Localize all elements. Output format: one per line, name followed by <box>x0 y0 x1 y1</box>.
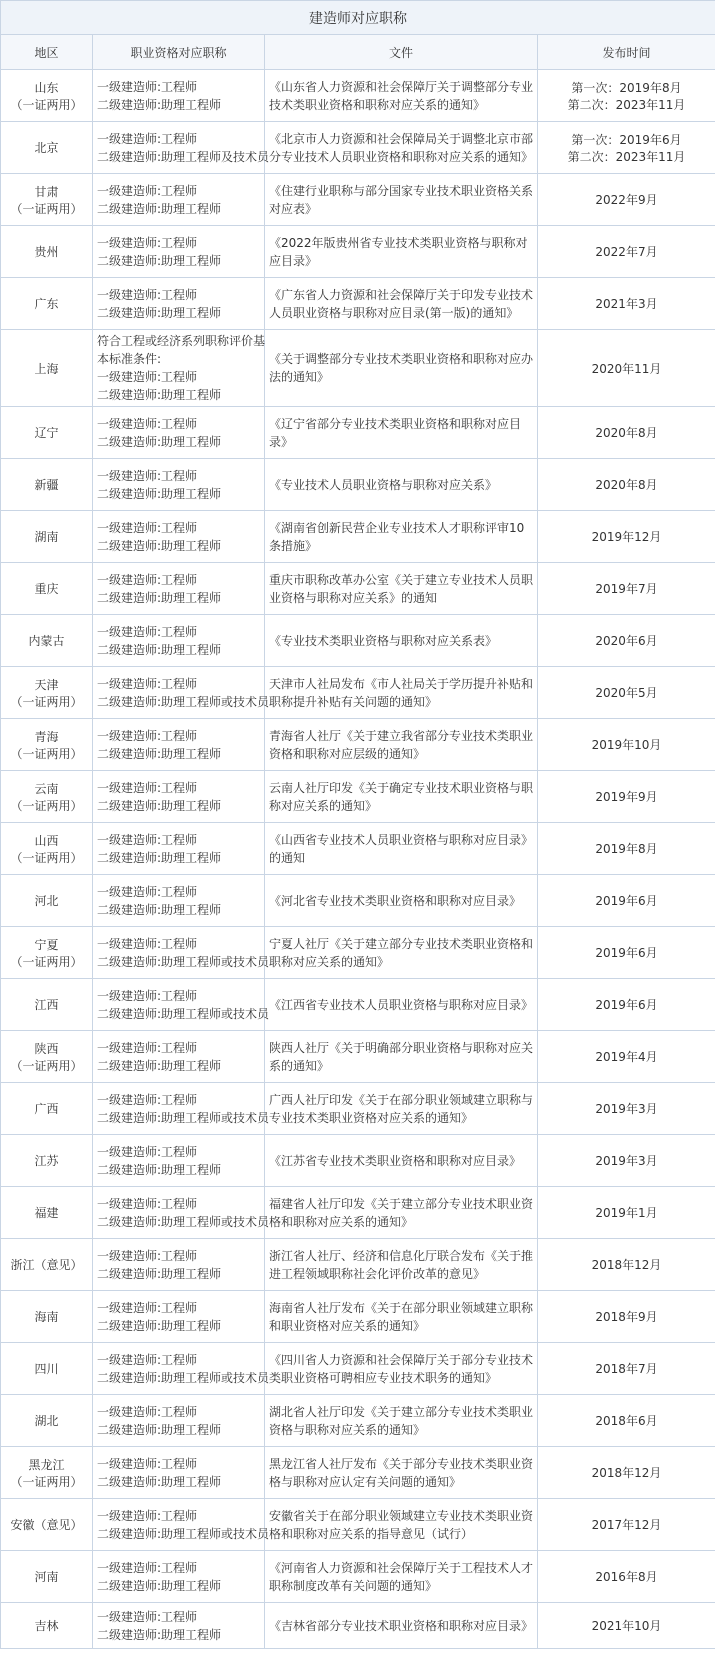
region-name: 新疆 <box>34 478 59 492</box>
cert-line: 一级建造师:工程师 <box>97 832 198 847</box>
table-row <box>1 615 715 667</box>
cert-line: 一级建造师:工程师 <box>97 1560 198 1575</box>
date-cell <box>538 174 715 226</box>
region-name: 山西 <box>34 833 59 848</box>
region-name: 内蒙古 <box>28 634 65 648</box>
date-cell <box>538 1291 715 1343</box>
cert-line: 一级建造师:工程师 <box>97 1456 198 1471</box>
cert-cell <box>93 771 265 823</box>
date-text: 2019年1月 <box>595 1206 658 1220</box>
document-cell: 《辽宁省部分专业技术类职业资格和职称对应目录》 <box>265 407 538 459</box>
table-row <box>1 407 715 459</box>
cert-line: 二级建造师:助理工程师 <box>97 1474 222 1489</box>
cert-line: 二级建造师:助理工程师 <box>97 746 222 761</box>
cert-line: 一级建造师:工程师 <box>97 780 198 795</box>
cert-line: 二级建造师:助理工程师或技术员 <box>97 1006 270 1021</box>
cert-line: 二级建造师:助理工程师 <box>97 1627 222 1642</box>
cert-cell <box>93 1603 265 1649</box>
cert-cell <box>93 122 270 174</box>
region-cell <box>1 1343 93 1395</box>
cert-line: 一级建造师:工程师 <box>97 1508 198 1523</box>
table-row <box>1 1135 715 1187</box>
date-cell <box>538 407 715 459</box>
cert-line: 一级建造师:工程师 <box>97 1092 198 1107</box>
cert-line: 二级建造师:助理工程师 <box>97 798 222 813</box>
region-cell <box>1 226 93 278</box>
region-name: 青海 <box>34 729 59 744</box>
table-row <box>1 1187 715 1239</box>
date-text: 2016年8月 <box>595 1570 658 1584</box>
document-cell: 《2022年版贵州省专业技术类职业资格与职称对应目录》 <box>265 226 538 278</box>
cert-line: 一级建造师:工程师 <box>97 884 198 899</box>
table-row <box>1 174 715 226</box>
cert-cell <box>93 330 265 407</box>
cert-cell <box>93 1447 265 1499</box>
date-text: 2018年7月 <box>595 1362 658 1376</box>
cert-line: 一级建造师:工程师 <box>97 1196 198 1211</box>
document-cell: 海南省人社厅发布《关于在部分职业领域建立职称和职业资格对应关系的通知》 <box>265 1291 538 1343</box>
cert-cell <box>93 1343 270 1395</box>
cert-cell <box>93 1551 265 1603</box>
cert-line: 二级建造师:助理工程师 <box>97 305 222 320</box>
document-cell: 《住建行业职称与部分国家专业技术职业资格关系对应表》 <box>265 174 538 226</box>
cert-line: 一级建造师:工程师 <box>97 416 198 431</box>
date-text: 2019年6月 <box>595 946 658 960</box>
cert-cell <box>93 719 265 771</box>
cert-line: 一级建造师:工程师 <box>97 728 198 743</box>
cert-line: 本标准条件: <box>97 352 162 366</box>
region-name: 天津 <box>34 677 59 692</box>
region-name: 山东 <box>34 80 59 95</box>
table-row <box>1 563 715 615</box>
date-text: 2021年10月 <box>591 1619 662 1633</box>
table-title: 建造师对应职称 <box>1 1 715 35</box>
region-cell <box>1 771 93 823</box>
date-cell <box>538 1187 715 1239</box>
region-name: 安徽（意见） <box>10 1518 83 1532</box>
cert-line: 二级建造师:助理工程师 <box>97 253 222 268</box>
cert-line: 一级建造师:工程师 <box>97 1144 198 1159</box>
date-cell <box>538 1603 715 1649</box>
date-text: 2019年10月 <box>591 738 662 752</box>
document-cell: 《河北省专业技术类职业资格和职称对应目录》 <box>265 875 538 927</box>
table-row <box>1 1499 715 1551</box>
cert-line: 符合工程或经济系列职称评价基 <box>97 334 266 348</box>
region-name: 陕西 <box>34 1041 59 1056</box>
cert-line: 二级建造师:助理工程师 <box>97 97 222 112</box>
table-row <box>1 823 715 875</box>
date-cell <box>538 1343 715 1395</box>
document-cell: 《吉林省部分专业技术职业资格和职称对应目录》 <box>265 1603 538 1649</box>
cert-line: 二级建造师:助理工程师 <box>97 1266 222 1281</box>
date-text: 2019年7月 <box>595 582 658 596</box>
region-cell <box>1 719 93 771</box>
region-name: 宁夏 <box>34 937 59 952</box>
document-cell: 《湖南省创新民营企业专业技术人才职称评审10条措施》 <box>265 511 538 563</box>
date-text: 2018年12月 <box>591 1466 662 1480</box>
cert-cell <box>93 1135 265 1187</box>
cert-cell <box>93 511 265 563</box>
region-name: 吉林 <box>34 1619 59 1633</box>
cert-cell <box>93 1291 265 1343</box>
date-cell <box>538 1083 715 1135</box>
document-cell: 重庆市职称改革办公室《关于建立专业技术人员职业资格与职称对应关系》的通知 <box>265 563 538 615</box>
document-cell: 陕西人社厅《关于明确部分职业资格与职称对应关系的通知》 <box>265 1031 538 1083</box>
region-name: 海南 <box>34 1310 59 1324</box>
cert-line: 一级建造师:工程师 <box>97 936 198 951</box>
region-cell <box>1 927 93 979</box>
document-cell: 《专业技术人员职业资格与职称对应关系》 <box>265 459 538 511</box>
document-cell: 《专业技术类职业资格与职称对应关系表》 <box>265 615 538 667</box>
table-row <box>1 667 715 719</box>
table-row <box>1 459 715 511</box>
cert-line: 二级建造师:助理工程师 <box>97 850 222 865</box>
document-cell: 《河南省人力资源和社会保障厅关于工程技术人才职称制度改革有关问题的通知》 <box>265 1551 538 1603</box>
cert-cell <box>93 563 265 615</box>
table-row <box>1 511 715 563</box>
date-cell <box>538 563 715 615</box>
region-cell <box>1 563 93 615</box>
cert-line: 一级建造师:工程师 <box>97 287 198 302</box>
cert-line: 一级建造师:工程师 <box>97 520 198 535</box>
region-cell <box>1 70 93 122</box>
cert-line: 一级建造师:工程师 <box>97 676 198 691</box>
header-row <box>1 35 715 70</box>
date-text: 2021年3月 <box>595 297 658 311</box>
cert-line: 一级建造师:工程师 <box>97 988 198 1003</box>
date-cell <box>538 1551 715 1603</box>
document-cell: 天津市人社局发布《市人社局关于学历提升补贴和职称提升补贴有关问题的通知》 <box>265 667 538 719</box>
date-cell <box>538 459 715 511</box>
region-cell <box>1 1239 93 1291</box>
cert-cell <box>93 278 265 330</box>
region-name: 四川 <box>34 1362 59 1376</box>
document-cell: 青海省人社厅《关于建立我省部分专业技术类职业资格和职称对应层级的通知》 <box>265 719 538 771</box>
table-row <box>1 719 715 771</box>
region-cell <box>1 278 93 330</box>
table-row <box>1 226 715 278</box>
region-name: 湖南 <box>34 530 59 544</box>
cert-line: 二级建造师:助理工程师 <box>97 201 222 216</box>
region-cell <box>1 1551 93 1603</box>
date-text: 2022年9月 <box>595 193 658 207</box>
cert-line: 二级建造师:助理工程师或技术员 <box>97 1214 270 1229</box>
cert-cell <box>93 1031 265 1083</box>
cert-cell <box>93 667 270 719</box>
cert-cell <box>93 1499 270 1551</box>
document-cell: 广西人社厅印发《关于在部分职业领域建立职称与专业技术类职业资格对应关系的通知》 <box>265 1083 538 1135</box>
region-note: （一证两用） <box>10 1474 83 1489</box>
document-cell: 福建省人社厅印发《关于建立部分专业技术职业资格和职称对应关系的通知》 <box>265 1187 538 1239</box>
date-text: 2020年8月 <box>595 426 658 440</box>
date-text: 2020年6月 <box>595 634 658 648</box>
region-cell <box>1 174 93 226</box>
cert-line: 一级建造师:工程师 <box>97 1404 198 1419</box>
title-row <box>1 1 715 35</box>
cert-line: 二级建造师:助理工程师或技术员 <box>97 1370 270 1385</box>
cert-line: 一级建造师:工程师 <box>97 1352 198 1367</box>
cert-line: 二级建造师:助理工程师 <box>97 1578 222 1593</box>
region-name: 云南 <box>34 781 59 796</box>
region-name: 上海 <box>34 361 59 376</box>
region-name: 湖北 <box>34 1414 59 1428</box>
cert-line: 二级建造师:助理工程师 <box>97 1422 222 1437</box>
cert-cell <box>93 823 265 875</box>
date-cell <box>538 278 715 330</box>
cert-line: 一级建造师:工程师 <box>97 468 198 483</box>
region-cell <box>1 1447 93 1499</box>
header-region: 地区 <box>1 35 93 70</box>
region-name: 贵州 <box>34 245 59 259</box>
document-cell: 云南人社厅印发《关于确定专业技术职业资格与职称对应关系的通知》 <box>265 771 538 823</box>
region-cell <box>1 1499 93 1551</box>
region-cell <box>1 1083 93 1135</box>
date-text: 第一次：2019年8月 <box>571 80 682 95</box>
cert-line: 一级建造师:工程师 <box>97 1040 198 1055</box>
cert-line: 一级建造师:工程师 <box>97 79 198 94</box>
table-row <box>1 771 715 823</box>
region-cell <box>1 330 93 407</box>
cert-line: 二级建造师:助理工程师或技术员 <box>97 694 270 709</box>
cert-line: 二级建造师:助理工程师 <box>97 902 222 917</box>
cert-cell <box>93 875 265 927</box>
date-text: 2018年9月 <box>595 1310 658 1324</box>
cert-line: 二级建造师:助理工程师 <box>97 486 222 501</box>
table-row <box>1 1395 715 1447</box>
cert-cell <box>93 927 270 979</box>
cert-line: 二级建造师:助理工程师 <box>97 434 222 449</box>
cert-cell <box>93 1395 265 1447</box>
cert-line: 二级建造师:助理工程师及技术员 <box>97 149 270 164</box>
region-name: 江苏 <box>34 1154 59 1168</box>
date-text: 第二次：2023年11月 <box>567 149 686 164</box>
date-cell <box>538 667 715 719</box>
date-cell <box>538 226 715 278</box>
region-cell <box>1 511 93 563</box>
table-row <box>1 1343 715 1395</box>
table-row <box>1 875 715 927</box>
date-cell <box>538 70 715 122</box>
document-cell: 《北京市人力资源和社会保障局关于调整北京市部分专业技术人员职业资格和职称对应关系的通知》 <box>265 122 538 174</box>
date-cell <box>538 1395 715 1447</box>
region-note: （一证两用） <box>10 954 83 969</box>
region-name: 黑龙江 <box>28 1457 65 1472</box>
table-row <box>1 330 715 407</box>
region-cell <box>1 1031 93 1083</box>
date-cell <box>538 122 715 174</box>
region-cell <box>1 1291 93 1343</box>
region-name: 重庆 <box>34 582 59 596</box>
document-cell: 《山东省人力资源和社会保障厅关于调整部分专业技术类职业资格和职称对应关系的通知》 <box>265 70 538 122</box>
date-text: 2022年7月 <box>595 245 658 259</box>
cert-line: 一级建造师:工程师 <box>97 235 198 250</box>
cert-line: 二级建造师:助理工程师或技术员 <box>97 954 270 969</box>
document-cell: 《江西省专业技术人员职业资格与职称对应目录》 <box>265 979 538 1031</box>
region-cell <box>1 1135 93 1187</box>
cert-line: 二级建造师:助理工程师 <box>97 590 222 605</box>
cert-cell <box>93 226 265 278</box>
date-cell <box>538 719 715 771</box>
cert-line: 二级建造师:助理工程师或技术员 <box>97 1110 270 1125</box>
region-note: （一证两用） <box>10 746 83 761</box>
cert-line: 一级建造师:工程师 <box>97 1300 198 1315</box>
date-cell <box>538 875 715 927</box>
cert-cell <box>93 174 265 226</box>
region-note: （一证两用） <box>10 850 83 865</box>
region-name: 江西 <box>34 998 59 1012</box>
date-cell <box>538 615 715 667</box>
table-row <box>1 70 715 122</box>
date-cell <box>538 1239 715 1291</box>
date-text: 2019年8月 <box>595 842 658 856</box>
table-row <box>1 1239 715 1291</box>
document-cell: 《关于调整部分专业技术类职业资格和职称对应办法的通知》 <box>265 330 538 407</box>
region-cell <box>1 122 93 174</box>
region-cell <box>1 979 93 1031</box>
region-name: 北京 <box>34 141 59 155</box>
table-row <box>1 927 715 979</box>
table-row <box>1 122 715 174</box>
table-row <box>1 1291 715 1343</box>
document-cell: 宁夏人社厅《关于建立部分专业技术类职业资格和职称对应关系的通知》 <box>265 927 538 979</box>
date-cell <box>538 1135 715 1187</box>
table-row <box>1 1551 715 1603</box>
date-text: 2020年5月 <box>595 686 658 700</box>
cert-line: 一级建造师:工程师 <box>97 1609 198 1624</box>
document-cell: 《山西省专业技术人员职业资格与职称对应目录》的通知 <box>265 823 538 875</box>
date-cell <box>538 330 715 407</box>
cert-line: 一级建造师:工程师 <box>97 572 198 587</box>
header-doc: 文件 <box>265 35 538 70</box>
date-text: 2019年3月 <box>595 1154 658 1168</box>
document-cell: 湖北省人社厅印发《关于建立部分专业技术类职业资格与职称对应关系的通知》 <box>265 1395 538 1447</box>
date-cell <box>538 1499 715 1551</box>
region-cell <box>1 1603 93 1649</box>
date-text: 2019年6月 <box>595 998 658 1012</box>
header-date: 发布时间 <box>538 35 715 70</box>
cert-line: 一级建造师:工程师 <box>97 370 198 384</box>
document-cell: 《江苏省专业技术类职业资格和职称对应目录》 <box>265 1135 538 1187</box>
date-text: 2019年4月 <box>595 1050 658 1064</box>
region-name: 辽宁 <box>34 426 59 440</box>
cert-cell <box>93 459 265 511</box>
region-cell <box>1 1187 93 1239</box>
date-text: 第二次：2023年11月 <box>567 97 686 112</box>
cert-cell <box>93 1239 265 1291</box>
region-note: （一证两用） <box>10 201 83 216</box>
document-cell: 《广东省人力资源和社会保障厅关于印发专业技术人员职业资格与职称对应目录(第一版)的通知》 <box>265 278 538 330</box>
date-text: 2017年12月 <box>591 1518 662 1532</box>
cert-line: 一级建造师:工程师 <box>97 1248 198 1263</box>
date-cell <box>538 1447 715 1499</box>
date-cell <box>538 927 715 979</box>
region-cell <box>1 667 93 719</box>
header-cert: 职业资格对应职称 <box>93 35 265 70</box>
region-cell <box>1 615 93 667</box>
cert-cell <box>93 1083 270 1135</box>
table-row <box>1 1083 715 1135</box>
date-text: 2019年3月 <box>595 1102 658 1116</box>
region-note: （一证两用） <box>10 97 83 112</box>
cert-cell <box>93 407 265 459</box>
region-cell <box>1 1395 93 1447</box>
cert-line: 一级建造师:工程师 <box>97 183 198 198</box>
cert-line: 二级建造师:助理工程师 <box>97 538 222 553</box>
document-cell: 《四川省人力资源和社会保障厅关于部分专业技术类职业资格可聘相应专业技术职务的通知》 <box>265 1343 538 1395</box>
region-name: 河南 <box>34 1570 59 1584</box>
document-cell: 安徽省关于在部分职业领域建立专业技术类职业资格和职称对应关系的指导意见（试行） <box>265 1499 538 1551</box>
date-text: 2018年6月 <box>595 1414 658 1428</box>
region-note: （一证两用） <box>10 694 83 709</box>
cert-line: 一级建造师:工程师 <box>97 624 198 639</box>
table-row <box>1 979 715 1031</box>
document-cell: 黑龙江省人社厅发布《关于部分专业技术类职业资格与职称对应认定有关问题的通知》 <box>265 1447 538 1499</box>
cert-cell <box>93 1187 270 1239</box>
region-note: （一证两用） <box>10 1058 83 1073</box>
cert-line: 二级建造师:助理工程师或技术员 <box>97 1526 270 1541</box>
region-cell <box>1 823 93 875</box>
date-text: 2019年12月 <box>591 530 662 544</box>
date-text: 2020年8月 <box>595 478 658 492</box>
document-cell: 浙江省人社厅、经济和信息化厅联合发布《关于推进工程领域职称社会化评价改革的意见》 <box>265 1239 538 1291</box>
region-name: 浙江（意见） <box>10 1258 83 1272</box>
table-row <box>1 1447 715 1499</box>
date-cell <box>538 1031 715 1083</box>
date-text: 2019年9月 <box>595 790 658 804</box>
cert-cell <box>93 70 265 122</box>
date-cell <box>538 823 715 875</box>
cert-line: 二级建造师:助理工程师 <box>97 1058 222 1073</box>
date-cell <box>538 511 715 563</box>
region-cell <box>1 875 93 927</box>
region-cell <box>1 407 93 459</box>
cert-line: 一级建造师:工程师 <box>97 131 198 146</box>
date-cell <box>538 979 715 1031</box>
cert-line: 二级建造师:助理工程师 <box>97 1162 222 1177</box>
date-text: 2018年12月 <box>591 1258 662 1272</box>
cert-cell <box>93 615 265 667</box>
cert-line: 二级建造师:助理工程师 <box>97 642 222 657</box>
region-name: 福建 <box>34 1206 59 1220</box>
cert-line: 二级建造师:助理工程师 <box>97 388 222 402</box>
region-name: 甘肃 <box>34 184 59 199</box>
table-row <box>1 1031 715 1083</box>
date-text: 2019年6月 <box>595 894 658 908</box>
cert-cell <box>93 979 270 1031</box>
table-row <box>1 278 715 330</box>
table-row <box>1 1603 715 1649</box>
region-name: 广西 <box>34 1102 59 1116</box>
cert-line: 二级建造师:助理工程师 <box>97 1318 222 1333</box>
region-name: 广东 <box>34 297 59 311</box>
date-cell <box>538 771 715 823</box>
region-name: 河北 <box>34 894 59 908</box>
date-text: 2020年11月 <box>591 361 662 376</box>
region-cell <box>1 459 93 511</box>
date-text: 第一次：2019年6月 <box>571 132 682 147</box>
region-note: （一证两用） <box>10 798 83 813</box>
